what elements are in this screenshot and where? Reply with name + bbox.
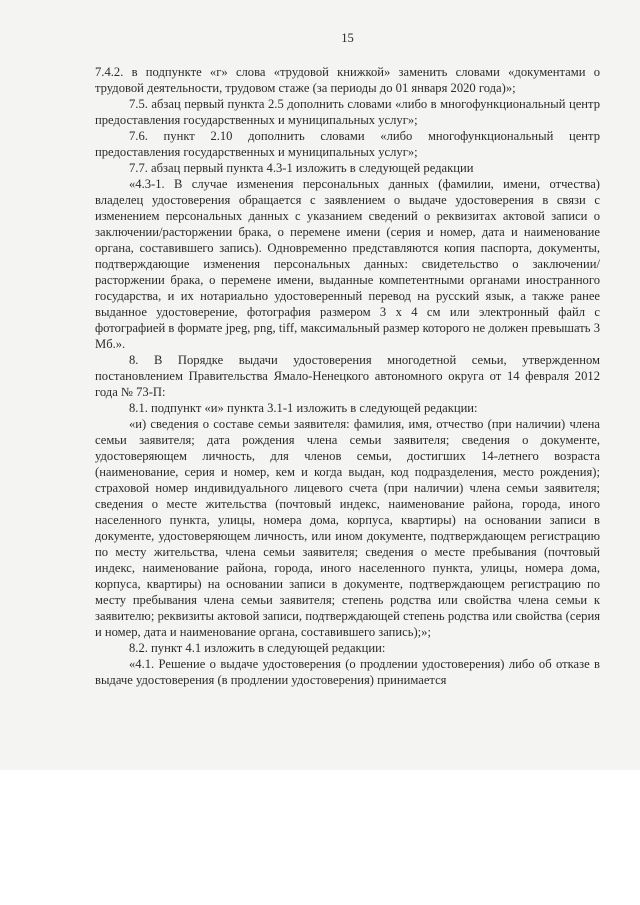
paragraph-7-7: 7.7. абзац первый пункта 4.3-1 изложить в следующей редакции [129, 161, 474, 175]
paragraph-i-quote: «и) сведения о составе семьи заявителя: фамилия, имя, отчество (при наличии) члена семьи заявителя; дата рождения члена семьи заявителя; сведения о документе, удостоверяющем личность, для членов семьи, достигших 14-летнего возраста (наименование, серия и номер, кем и когда выдан, код подразделения, место рождения); страховой номер индивидуального лицевого счета (при наличии) члена семьи заявителя; сведения о месте жительства (почтовый индекс, наименование района, города, иного населенного пункта, улицы, номера дома, корпуса, квартиры) на основании записи в документе, удостоверяющем личность, или ином документе, подтверждающем регистрацию по месту жительства, члена семьи заявителя; сведения о месте пребывания (почтовый индекс, наименование района, города, иного населенного пункта, улицы, номера дома, корпуса, квартиры) на основании записи в документе, подтверждающем регистрацию по месту пребывания члена семьи заявителя; степень родства или свойства члена семьи к заявителю; реквизиты актовой записи, подтверждающей степень родства или свойства (серия и номер, дата и наименование органа, составившего запись);»; [95, 417, 600, 639]
paragraph-7-5: 7.5. абзац первый пункта 2.5 дополнить словами «либо в многофункциональный центр предоставления государственных и муниципальных услуг»; [95, 97, 600, 127]
page-number: 15 [341, 31, 354, 45]
paragraph-4-3-1-quote: «4.3-1. В случае изменения персональных данных (фамилии, имени, отчества) владелец удостоверения обращается с заявлением о выдаче удостоверения в связи с изменением персональных данных с указанием сведений о реквизитах актовой записи о заключении/расторжении брака, о перемене имени (серия и номер, дата и наименование органа, составившего запись). Одновременно представляются копия паспорта, документы, подтверждающие изменения персональных данных: свидетельство о заключении/расторжении брака, о перемене имени, выданные компетентными органами иностранного государства, и их нотариально удостоверенный перевод на русский язык, а также ранее выданное удостоверение, фотография размером 3 х 4 см или электронный файл с фотографией в формате jpeg, png, tiff, максимальный размер которого не должен превышать 3 Мб.». [95, 177, 600, 351]
paragraph-8-1: 8.1. подпункт «и» пункта 3.1-1 изложить в следующей редакции: [129, 401, 478, 415]
paragraph-8: 8. В Порядке выдачи удостоверения многодетной семьи, утвержденном постановлением Правительства Ямало-Ненецкого автономного округа от 14 февраля 2012 года № 73-П: [95, 353, 600, 399]
paragraph-4-1-quote: «4.1. Решение о выдаче удостоверения (о продлении удостоверения) либо об отказе в выдаче удостоверения (в продлении удостоверения) принимается [95, 657, 600, 687]
paragraph-8-2: 8.2. пункт 4.1 изложить в следующей редакции: [129, 641, 386, 655]
paragraph-7-6: 7.6. пункт 2.10 дополнить словами «либо многофункциональный центр предоставления государственных и муниципальных услуг»; [95, 129, 600, 159]
blank-area [0, 770, 640, 905]
paragraph-7-4-2: 7.4.2. в подпункте «г» слова «трудовой книжкой» заменить словами «документами о трудовой деятельности, трудовом стаже (за периоды до 01 января 2020 года)»; [95, 65, 600, 95]
